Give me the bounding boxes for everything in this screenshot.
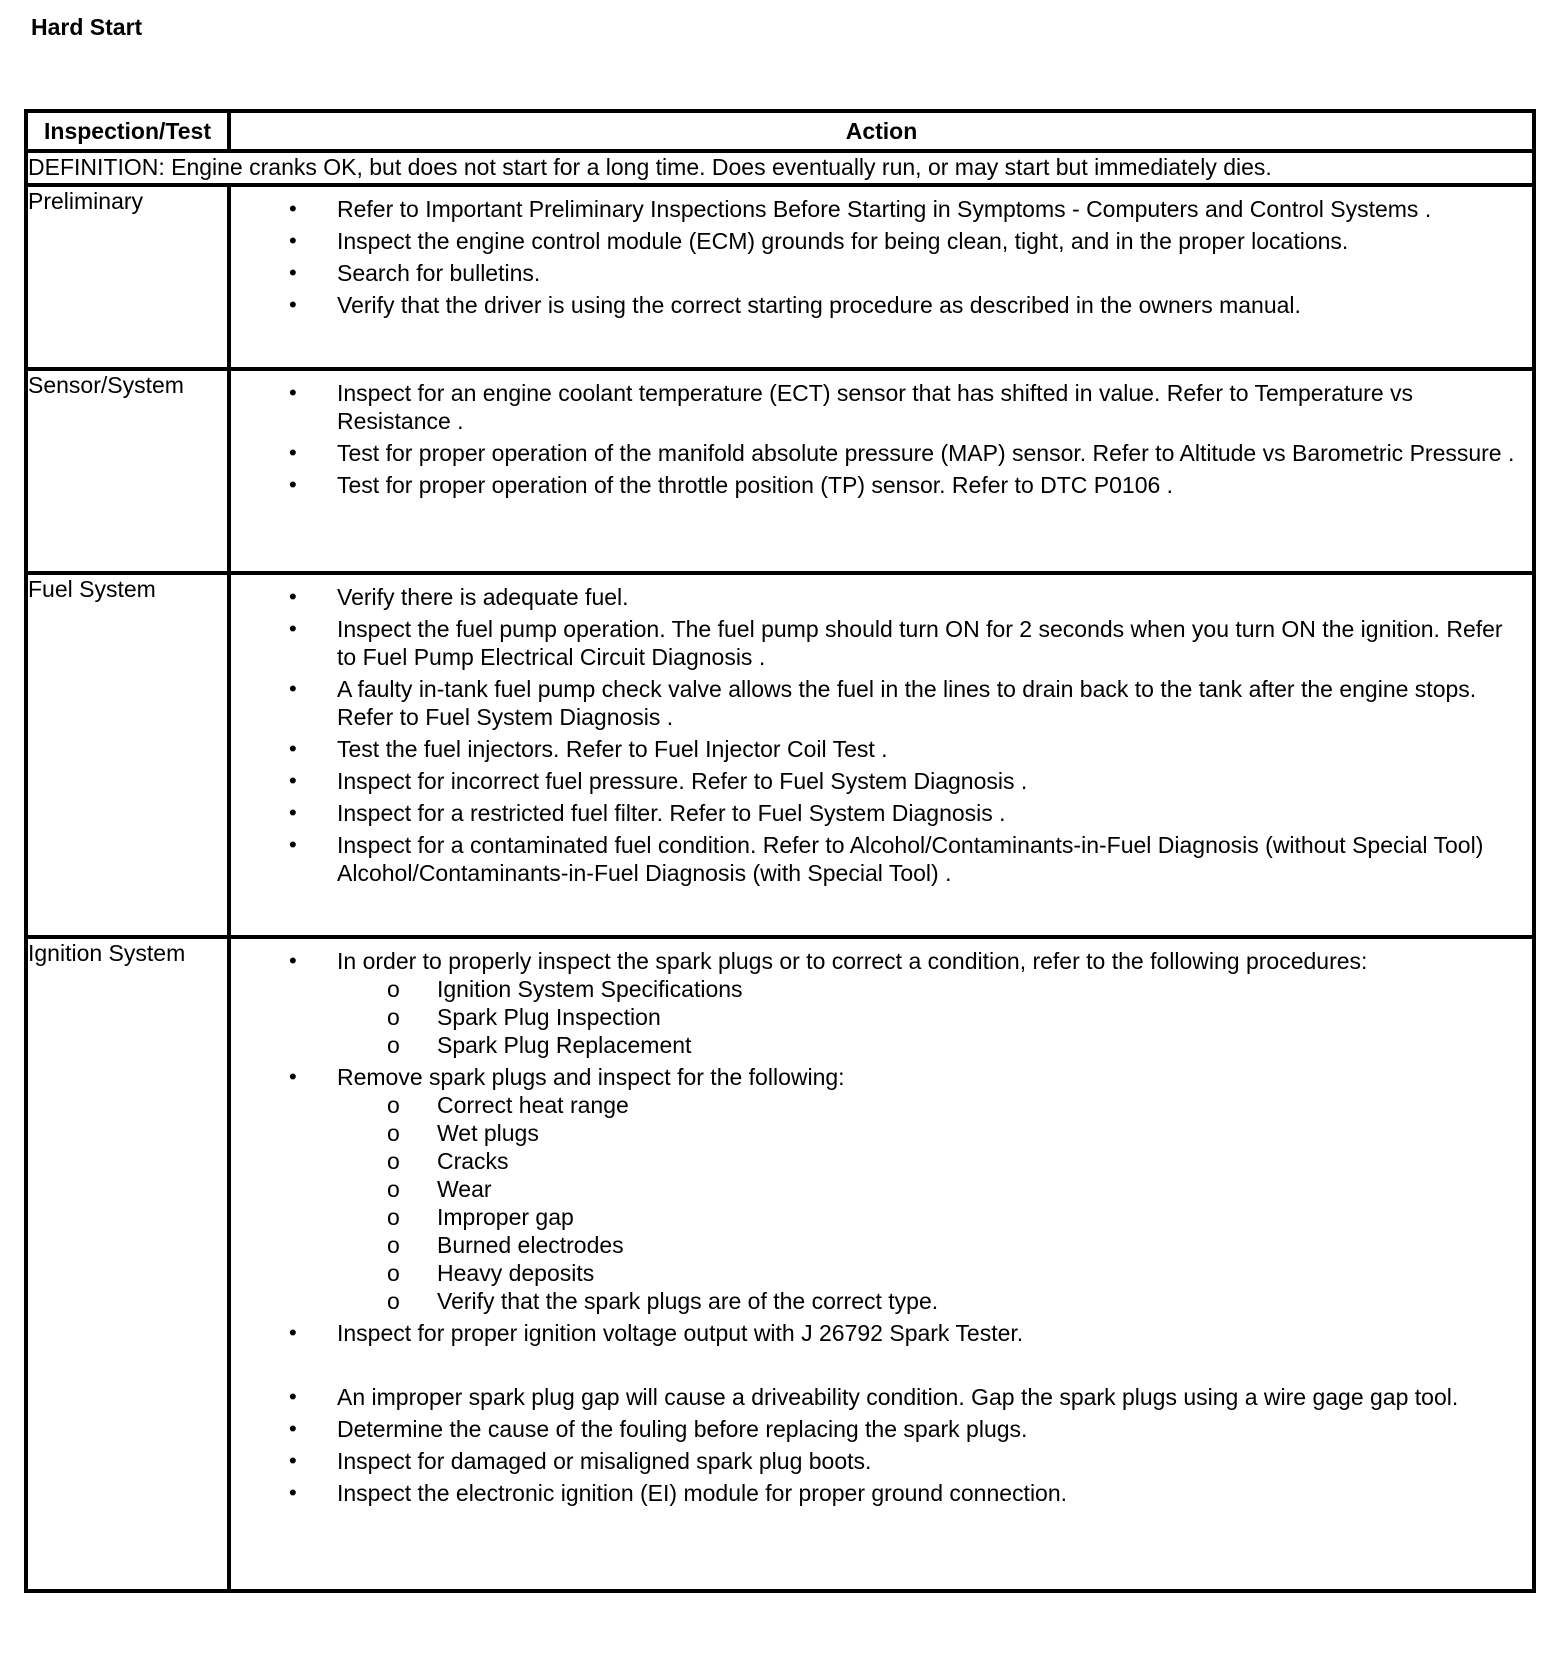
action-item <box>231 1447 1524 1475</box>
header-inspection-test: Inspection/Test <box>26 111 229 151</box>
sub-item: o Ignition System Specifications <box>337 975 1524 1003</box>
action-item-text: Test for proper operation of the manifold absolute pressure (MAP) sensor. Refer to Altitude vs Barometric Pressure . <box>337 440 1515 466</box>
action-item <box>231 227 1524 255</box>
sub-item: o Verify that the spark plugs are of the correct type. <box>337 1287 1524 1315</box>
action-item <box>231 379 1524 435</box>
action-item-text: Inspect for an engine coolant temperature (ECT) sensor that has shifted in value. Refer to Temperature vs Resistance . <box>337 380 1414 434</box>
action-item-text: Inspect for proper ignition voltage output with J 26792 Spark Tester. <box>337 1320 1024 1346</box>
action-item <box>231 675 1524 731</box>
action-list <box>231 371 1532 499</box>
action-item <box>231 799 1524 827</box>
action-item <box>231 291 1524 319</box>
action-item-text: Inspect for a contaminated fuel condition. Refer to Alcohol/Contaminants-in-Fuel Diagnosis (without Special Tool) Alcohol/Contaminants-in-Fuel Diagnosis (with Special Tool) . <box>337 832 1484 886</box>
action-item <box>231 1415 1524 1443</box>
action-item-text: Inspect for incorrect fuel pressure. Refer to Fuel System Diagnosis . <box>337 768 1028 794</box>
header-row <box>26 111 1534 151</box>
action-item <box>231 1383 1524 1411</box>
header-action: Action <box>229 111 1534 151</box>
row-label-ignition-system: Ignition System <box>26 937 229 1591</box>
action-item <box>231 471 1524 499</box>
action-list <box>231 575 1532 887</box>
table-row <box>26 573 1534 937</box>
action-item-text: Verify there is adequate fuel. <box>337 584 629 610</box>
diagnosis-table <box>24 109 1536 1593</box>
action-item-text: Refer to Important Preliminary Inspections Before Starting in Symptoms - Computers and Control Systems . <box>337 196 1432 222</box>
action-item <box>231 259 1524 287</box>
action-list <box>231 187 1532 319</box>
action-item <box>231 195 1524 223</box>
sub-item: o Spark Plug Inspection <box>337 1003 1524 1031</box>
page-title: Hard Start <box>31 14 143 40</box>
action-item-text: Test for proper operation of the throttle position (TP) sensor. Refer to DTC P0106 . <box>337 472 1174 498</box>
action-item-text: Verify that the driver is using the correct starting procedure as described in the owners manual. <box>337 292 1301 318</box>
action-item-text: A faulty in-tank fuel pump check valve allows the fuel in the lines to drain back to the tank after the engine stops. Refer to Fuel System Diagnosis . <box>337 676 1477 730</box>
sub-item: o Wear <box>337 1175 1524 1203</box>
sub-item: o Correct heat range <box>337 1091 1524 1119</box>
action-item <box>231 583 1524 611</box>
definition-row <box>26 151 1534 185</box>
action-item <box>231 767 1524 795</box>
row-actions <box>229 573 1534 937</box>
action-item-text: Remove spark plugs and inspect for the following: <box>337 1064 845 1090</box>
sub-item: o Spark Plug Replacement <box>337 1031 1524 1059</box>
action-item-text: Inspect the fuel pump operation. The fuel pump should turn ON for 2 seconds when you turn ON the ignition. Refer to Fuel Pump Electrical Circuit Diagnosis . <box>337 616 1503 670</box>
action-item-text: Search for bulletins. <box>337 260 541 286</box>
sub-item: o Burned electrodes <box>337 1231 1524 1259</box>
action-item <box>231 1479 1524 1507</box>
action-item-text: Inspect for damaged or misaligned spark plug boots. <box>337 1448 872 1474</box>
row-actions <box>229 185 1534 369</box>
sub-list <box>337 975 1524 1059</box>
sub-item: o Cracks <box>337 1147 1524 1175</box>
row-actions <box>229 937 1534 1591</box>
definition-text: DEFINITION: Engine cranks OK, but does not start for a long time. Does eventually run, or may start but immediately dies. <box>26 151 1534 185</box>
action-item-text: Inspect for a restricted fuel filter. Refer to Fuel System Diagnosis . <box>337 800 1006 826</box>
sub-list <box>337 1091 1524 1315</box>
sub-item: o Improper gap <box>337 1203 1524 1231</box>
action-item-text: Inspect the engine control module (ECM) grounds for being clean, tight, and in the proper locations. <box>337 228 1349 254</box>
row-label-sensor-system: Sensor/System <box>26 369 229 573</box>
table-row <box>26 369 1534 573</box>
action-item <box>231 1063 1524 1315</box>
table-row <box>26 185 1534 369</box>
action-item <box>231 1319 1524 1347</box>
action-item-text: Inspect the electronic ignition (EI) module for proper ground connection. <box>337 1480 1068 1506</box>
action-item-text: Test the fuel injectors. Refer to Fuel Injector Coil Test . <box>337 736 888 762</box>
action-item <box>231 831 1524 887</box>
row-label-fuel-system: Fuel System <box>26 573 229 937</box>
action-item <box>231 615 1524 671</box>
action-item <box>231 947 1524 1059</box>
action-item <box>231 439 1524 467</box>
table-row <box>26 937 1534 1591</box>
row-actions <box>229 369 1534 573</box>
action-item-text: Determine the cause of the fouling before replacing the spark plugs. <box>337 1416 1028 1442</box>
action-item-text: In order to properly inspect the spark plugs or to correct a condition, refer to the following procedures: <box>337 948 1368 974</box>
action-item-text: An improper spark plug gap will cause a driveability condition. Gap the spark plugs using a wire gage gap tool. <box>337 1384 1459 1410</box>
action-item <box>231 735 1524 763</box>
sub-item: o Wet plugs <box>337 1119 1524 1147</box>
sub-item: o Heavy deposits <box>337 1259 1524 1287</box>
row-label-preliminary: Preliminary <box>26 185 229 369</box>
action-list <box>231 939 1532 1507</box>
